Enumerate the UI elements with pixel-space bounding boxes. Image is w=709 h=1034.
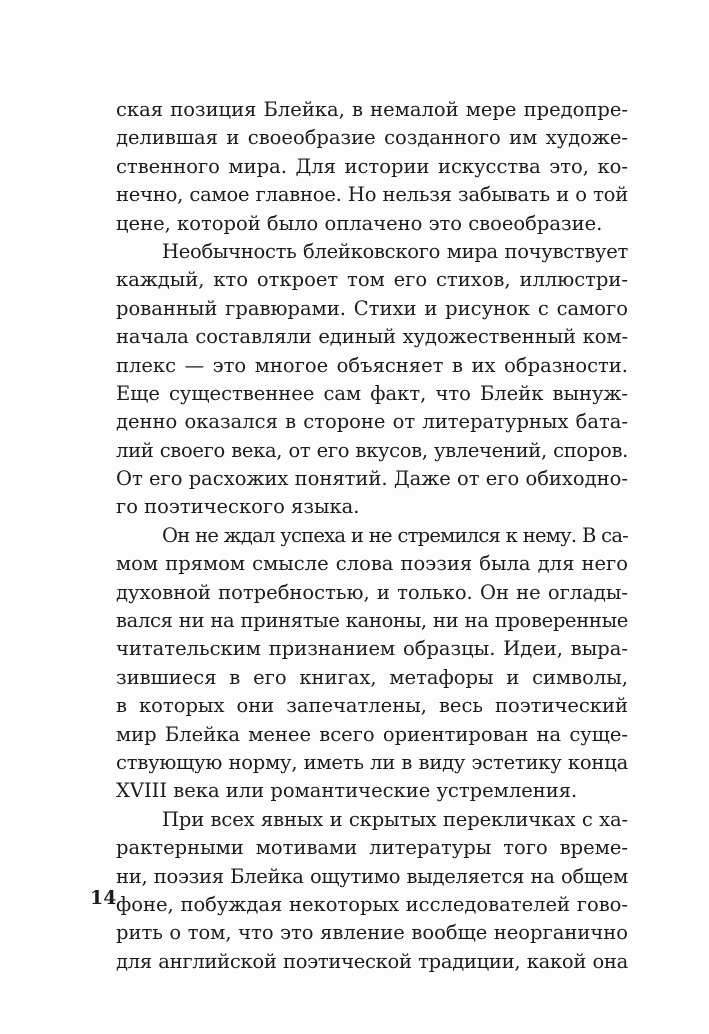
text-line: XVIII века или романтические устремления. bbox=[116, 779, 578, 803]
text-line: для английской поэтической традиции, какой она bbox=[116, 949, 628, 973]
text-line: От его расхожих понятий. Даже от его обиходно- bbox=[116, 467, 628, 491]
text-line: Необычность блейковского мира почувствует bbox=[162, 239, 628, 263]
text-line: делившая и своеобразие созданного им художе- bbox=[116, 126, 628, 150]
text-line: цене, которой было оплачено это своеобразие. bbox=[116, 211, 603, 235]
text-line: начала составляли единый художественный ком- bbox=[116, 325, 628, 349]
text-line: Еще существеннее сам факт, что Блейк вынуж- bbox=[116, 381, 628, 405]
text-line: читательским признанием образцы. Идеи, выра- bbox=[116, 637, 628, 661]
text-line: мир Блейка менее всего ориентирован на суще- bbox=[116, 722, 628, 746]
text-line: рактерными мотивами литературы того време- bbox=[116, 836, 628, 860]
text-line: рить о том, что это явление вообще неорганично bbox=[116, 921, 628, 945]
text-line: вался ни на принятые каноны, ни на проверенные bbox=[116, 609, 628, 633]
text-line: денно оказался в стороне от литературных бата- bbox=[116, 410, 628, 434]
text-line: нечно, самое главное. Но нельзя забывать и о той bbox=[116, 183, 628, 207]
text-line: лий своего века, от его вкусов, увлечений, споров. bbox=[116, 438, 628, 462]
text-line: рованный гравюрами. Стихи и рисунок с самого bbox=[116, 296, 628, 320]
text-line: Он не ждал успеха и не стремился к нему. В са- bbox=[162, 523, 628, 547]
page-number: 14 bbox=[90, 887, 117, 909]
text-line: плекс — это многое объясняет в их образности. bbox=[116, 353, 628, 377]
text-line: духовной потребностью, и только. Он не оглады- bbox=[116, 580, 628, 604]
text-line: ская позиция Блейка, в немалой мере предопре- bbox=[116, 98, 628, 121]
text-line: каждый, кто откроет том его стихов, иллюстри- bbox=[116, 268, 628, 292]
text-line: мом прямом смысле слова поэзия была для него bbox=[116, 552, 628, 576]
text-line: При всех явных и скрытых перекличках с ха- bbox=[162, 807, 628, 831]
text-line: ни, поэзия Блейка ощутимо выделяется на общем bbox=[116, 864, 628, 888]
text-line: ственного мира. Для истории искусства это, ко- bbox=[116, 154, 628, 178]
text-line: зившиеся в его книгах, метафоры и символы, bbox=[116, 665, 628, 689]
text-line: го поэтического языка. bbox=[116, 495, 360, 519]
text-line: ствующую норму, иметь ли в виду эстетику конца bbox=[116, 750, 628, 774]
text-line: в которых они запечатлены, весь поэтический bbox=[116, 694, 628, 718]
body-text bbox=[116, 96, 628, 976]
text-line: фоне, побуждая некоторых исследователей гово- bbox=[116, 892, 628, 916]
